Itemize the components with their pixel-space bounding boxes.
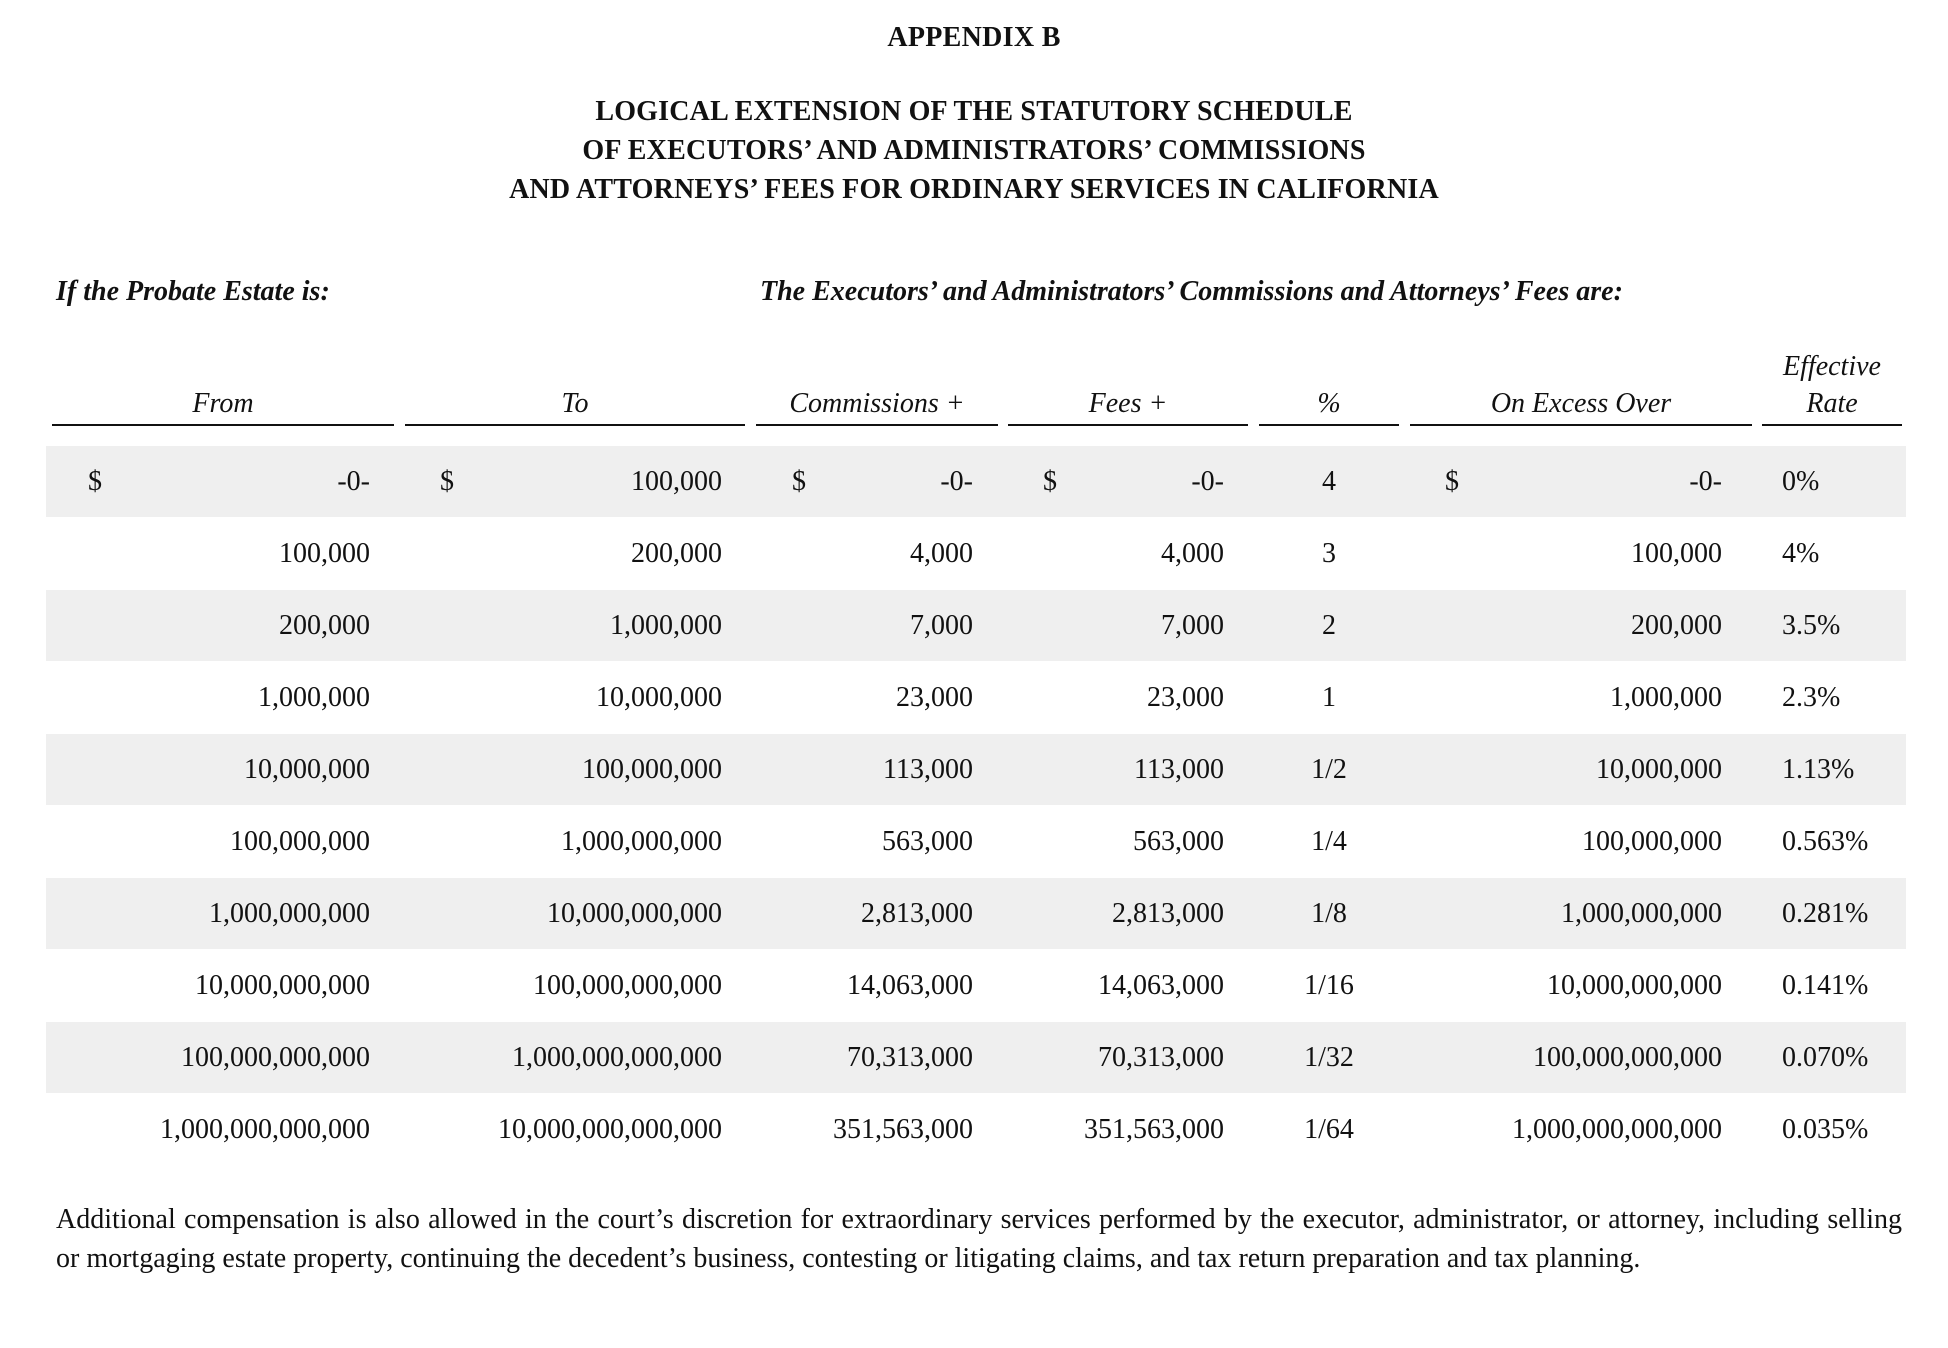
cell-effective-rate: 0% (1782, 466, 1820, 497)
cell-from: 100,000,000 (230, 826, 370, 857)
footer-note: Additional compensation is also allowed in the court’s discretion for extraordinary services performed by the executor, administrator, or attorney, including selling or mortgaging estate property, continuing the decedent’s business, contesting or litigating claims, and tax return preparation and tax planning. (56, 1204, 1902, 1274)
cell-excess-over: 10,000,000 (1596, 754, 1722, 785)
cell-to: 100,000 (631, 466, 722, 497)
cell-from: 100,000,000,000 (181, 1042, 370, 1073)
header-rule-commissions (756, 424, 998, 426)
cell-excess-over: 1,000,000 (1610, 682, 1722, 713)
cell-fees: 2,813,000 (1112, 898, 1224, 929)
cell-excess-over: 100,000 (1631, 538, 1722, 569)
effective-rate-line-1: Effective (1783, 351, 1881, 382)
cell-to: 200,000 (631, 538, 722, 569)
cell-commissions: 14,063,000 (847, 970, 973, 1001)
cell-fees: 7,000 (1161, 610, 1224, 641)
column-header-percent: % (1317, 388, 1341, 419)
table-row (46, 1022, 1906, 1093)
cell-to: 10,000,000,000 (547, 898, 722, 929)
title-line-1: LOGICAL EXTENSION OF THE STATUTORY SCHEDULE (595, 96, 1353, 127)
cell-effective-rate: 0.563% (1782, 826, 1869, 857)
cell-fees: 23,000 (1147, 682, 1224, 713)
cell-fees: 113,000 (1134, 754, 1224, 785)
dollar-sign: $ (1043, 466, 1057, 497)
cell-excess-over: 200,000 (1631, 610, 1722, 641)
column-header-from: From (192, 388, 254, 419)
cell-to: 100,000,000 (582, 754, 722, 785)
cell-commissions: 4,000 (910, 538, 973, 569)
title-line-2: OF EXECUTORS’ AND ADMINISTRATORS’ COMMISSIONS (582, 135, 1366, 166)
table-row (46, 950, 1906, 1021)
cell-excess-over: 100,000,000,000 (1533, 1042, 1722, 1073)
cell-percent: 2 (1322, 610, 1336, 641)
cell-commissions: 2,813,000 (861, 898, 973, 929)
cell-excess-over: -0- (1689, 466, 1722, 497)
table-row (46, 518, 1906, 589)
cell-commissions: 70,313,000 (847, 1042, 973, 1073)
column-header-commissions: Commissions + (789, 388, 965, 419)
cell-percent: 1/64 (1304, 1114, 1354, 1145)
header-rule-percent (1259, 424, 1399, 426)
cell-fees: 4,000 (1161, 538, 1224, 569)
dollar-sign: $ (792, 466, 806, 497)
cell-commissions: -0- (940, 466, 973, 497)
estate-intro-label: If the Probate Estate is: (56, 276, 330, 307)
cell-percent: 4 (1322, 466, 1336, 497)
cell-excess-over: 10,000,000,000 (1547, 970, 1722, 1001)
table-row (46, 662, 1906, 733)
header-rule-to (405, 424, 745, 426)
dollar-sign: $ (88, 466, 102, 497)
table-row (46, 446, 1906, 517)
table-row (46, 878, 1906, 949)
effective-rate-line-2: Rate (1806, 388, 1858, 419)
cell-from: 1,000,000,000 (209, 898, 370, 929)
header-rule-effective-rate (1762, 424, 1902, 426)
cell-excess-over: 1,000,000,000 (1561, 898, 1722, 929)
column-header-fees: Fees + (1088, 388, 1168, 419)
table-row (46, 590, 1906, 661)
cell-fees: 351,563,000 (1084, 1114, 1224, 1145)
cell-commissions: 351,563,000 (833, 1114, 973, 1145)
table-row (46, 1094, 1906, 1165)
cell-to: 10,000,000,000,000 (498, 1114, 722, 1145)
title-line-3: AND ATTORNEYS’ FEES FOR ORDINARY SERVICES IN CALIFORNIA (509, 174, 1439, 205)
cell-from: 1,000,000 (258, 682, 370, 713)
document-title (0, 92, 1948, 209)
cell-from: 200,000 (279, 610, 370, 641)
cell-effective-rate: 2.3% (1782, 682, 1841, 713)
cell-commissions: 7,000 (910, 610, 973, 641)
header-rule-excess-over (1410, 424, 1752, 426)
column-header-excess-over: On Excess Over (1490, 388, 1672, 419)
cell-effective-rate: 4% (1782, 538, 1820, 569)
column-header-effective-rate (1762, 348, 1902, 422)
cell-to: 10,000,000 (596, 682, 722, 713)
cell-effective-rate: 1.13% (1782, 754, 1855, 785)
cell-commissions: 23,000 (896, 682, 973, 713)
cell-from: -0- (337, 466, 370, 497)
cell-from: 1,000,000,000,000 (160, 1114, 370, 1145)
header-rule-from (52, 424, 394, 426)
cell-from: 100,000 (279, 538, 370, 569)
cell-percent: 3 (1322, 538, 1336, 569)
cell-to: 1,000,000 (610, 610, 722, 641)
cell-effective-rate: 3.5% (1782, 610, 1841, 641)
cell-percent: 1/8 (1311, 898, 1347, 929)
cell-to: 1,000,000,000 (561, 826, 722, 857)
table-row (46, 734, 1906, 805)
cell-from: 10,000,000,000 (195, 970, 370, 1001)
cell-fees: 563,000 (1133, 826, 1224, 857)
cell-percent: 1/16 (1304, 970, 1354, 1001)
dollar-sign: $ (1445, 466, 1459, 497)
cell-effective-rate: 0.070% (1782, 1042, 1869, 1073)
dollar-sign: $ (440, 466, 454, 497)
cell-percent: 1/4 (1311, 826, 1347, 857)
cell-excess-over: 1,000,000,000,000 (1512, 1114, 1722, 1145)
cell-percent: 1 (1322, 682, 1336, 713)
cell-effective-rate: 0.035% (1782, 1114, 1869, 1145)
cell-effective-rate: 0.281% (1782, 898, 1869, 929)
cell-fees: 70,313,000 (1098, 1042, 1224, 1073)
cell-fees: 14,063,000 (1098, 970, 1224, 1001)
cell-commissions: 563,000 (882, 826, 973, 857)
table-row (46, 806, 1906, 877)
cell-effective-rate: 0.141% (1782, 970, 1869, 1001)
cell-percent: 1/32 (1304, 1042, 1354, 1073)
fees-intro-label: The Executors’ and Administrators’ Commissions and Attorneys’ Fees are: (760, 276, 1623, 307)
cell-fees: -0- (1191, 466, 1224, 497)
cell-to: 1,000,000,000,000 (512, 1042, 722, 1073)
header-rule-fees (1008, 424, 1248, 426)
cell-percent: 1/2 (1311, 754, 1347, 785)
column-header-to: To (561, 388, 589, 419)
appendix-label: APPENDIX B (887, 22, 1061, 53)
cell-from: 10,000,000 (244, 754, 370, 785)
cell-excess-over: 100,000,000 (1582, 826, 1722, 857)
cell-to: 100,000,000,000 (533, 970, 722, 1001)
cell-commissions: 113,000 (883, 754, 973, 785)
